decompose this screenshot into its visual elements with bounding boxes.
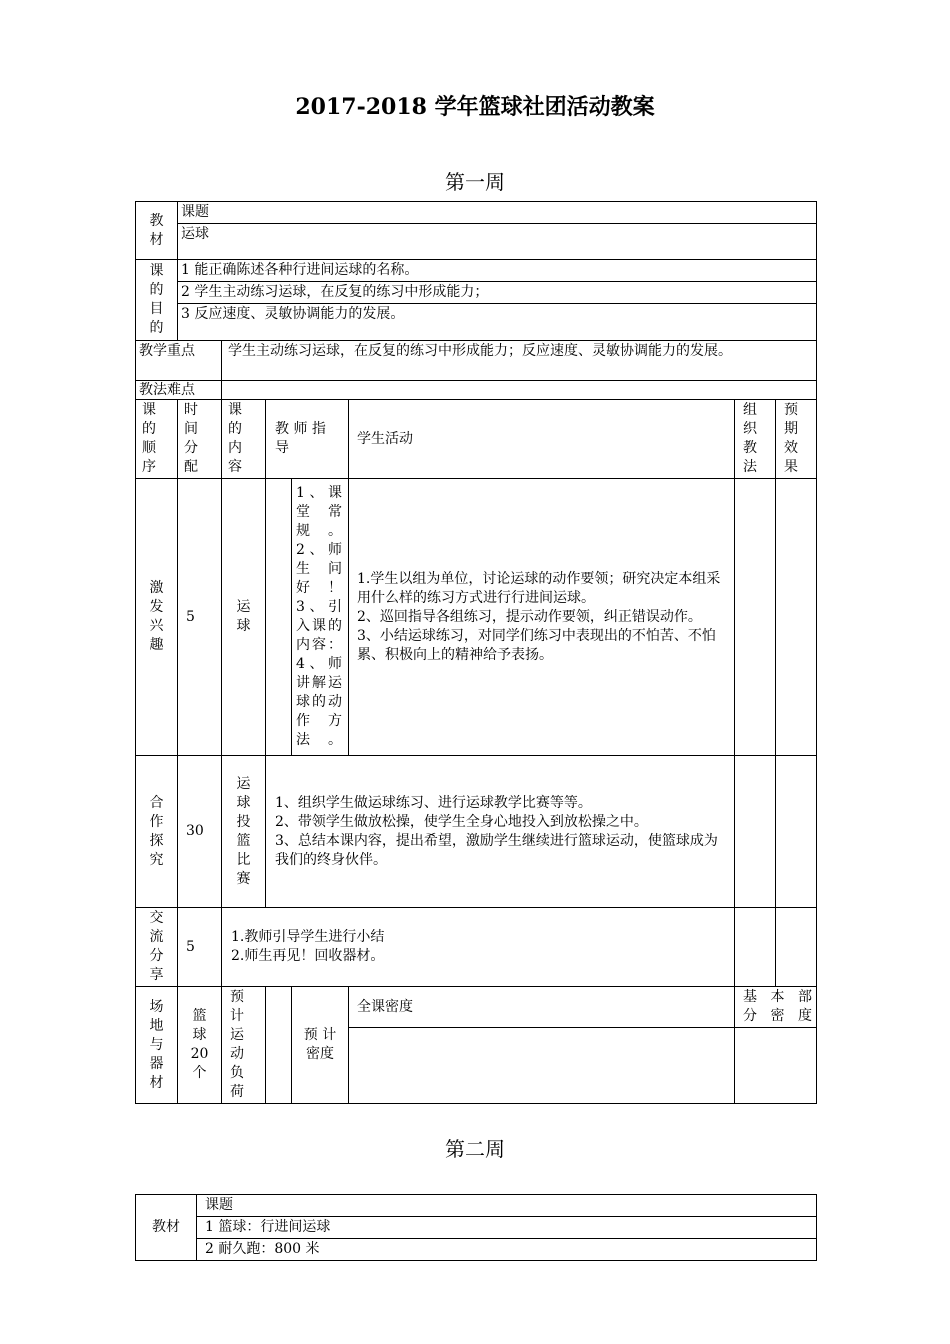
venue-label: 场 地 与 器 材 [136, 987, 178, 1104]
keti-label: 课题 [197, 1195, 817, 1217]
topic-value: 运球 [178, 224, 817, 260]
time-value: 5 [178, 908, 222, 987]
keti-label: 课题 [178, 202, 817, 224]
teacher-guidance: 1、课堂常规。 2、师生问好！ 3、引入课的内容： 4、师讲解运球的动作方法。 [292, 479, 349, 756]
basic-density-value [735, 1028, 817, 1104]
lesson-item: 1 篮球：行进间运球 [197, 1217, 817, 1239]
whole-density-value [349, 1028, 735, 1104]
document-title: 2017-2018 学年篮球社团活动教案 [295, 94, 655, 120]
jiaocai-label: 教 材 [136, 202, 178, 260]
effect-cell [776, 756, 817, 908]
jiaocai-label: 教材 [136, 1195, 197, 1261]
goal-item: 3 反应速度、灵敏协调能力的发展。 [178, 304, 817, 341]
header-order: 课 的 顺 序 [136, 400, 178, 479]
goal-item: 1 能正确陈述各种行进间运球的名称。 [178, 260, 817, 282]
activity-text: 1、组织学生做运球练习、进行运球教学比赛等等。 2、带领学生做放松操，使学生全身心地投入到放松操之中。 3、总结本课内容，提出希望，激励学生继续进行篮球运动，使篮球成为我们的终身伙伴。 [266, 756, 735, 908]
week-1-table [135, 201, 817, 1104]
basic-density-label: 基 本 部 分密度 [735, 987, 817, 1028]
whole-density-label: 全课密度 [349, 987, 735, 1028]
goal-item: 2 学生主动练习运球，在反复的练习中形成能力； [178, 282, 817, 304]
key-text: 学生主动练习运球，在反复的练习中形成能力；反应速度、灵敏协调能力的发展。 [222, 341, 817, 381]
difficulty-value [222, 381, 817, 400]
header-effect: 预 期 效 果 [776, 400, 817, 479]
activity-text: 1.教师引导学生进行小结 2.师生再见！回收器材。 [222, 908, 735, 987]
lesson-item: 2 耐久跑：800 米 [197, 1239, 817, 1261]
stage-label: 合 作 探 究 [136, 756, 178, 908]
difficulty-label: 教法难点 [136, 381, 222, 400]
time-value: 5 [178, 479, 222, 756]
week-2-table [135, 1194, 817, 1261]
load-value [266, 987, 292, 1104]
content-value: 运 球 投 篮 比 赛 [222, 756, 266, 908]
key-label: 教学重点 [136, 341, 222, 381]
header-student: 学生活动 [349, 400, 735, 479]
equipment-value: 篮 球 20 个 [178, 987, 222, 1104]
stage-label: 交 流 分 享 [136, 908, 178, 987]
header-teacher: 教 师 指 导 [266, 400, 349, 479]
header-content: 课 的 内 容 [222, 400, 266, 479]
header-time: 时 间 分 配 [178, 400, 222, 479]
effect-cell [776, 479, 817, 756]
effect-cell [776, 908, 817, 987]
content-value: 运 球 [222, 479, 266, 756]
stage-label: 激 发 兴 趣 [136, 479, 178, 756]
org-cell [735, 908, 776, 987]
org-cell [735, 756, 776, 908]
week-2-heading: 第二周 [445, 1137, 505, 1161]
load-label: 预 计 运 动 负 荷 [222, 987, 266, 1104]
time-value: 30 [178, 756, 222, 908]
student-activity: 1.学生以组为单位，讨论运球的动作要领；研究决定本组采用什么样的练习方式进行行进间运球。 2、巡回指导各组练习，提示动作要领，纠正错误动作。 3、小结运球练习，对同学们练习中表现出的不怕苦、不怕累、积极向上的精神给予表扬。 [349, 479, 735, 756]
header-org: 组 织 教 法 [735, 400, 776, 479]
density-label: 预 计 密度 [292, 987, 349, 1104]
blank-cell [266, 479, 292, 756]
org-cell [735, 479, 776, 756]
week-1-heading: 第一周 [445, 170, 505, 194]
goal-label: 课 的 目 的 [136, 260, 178, 341]
